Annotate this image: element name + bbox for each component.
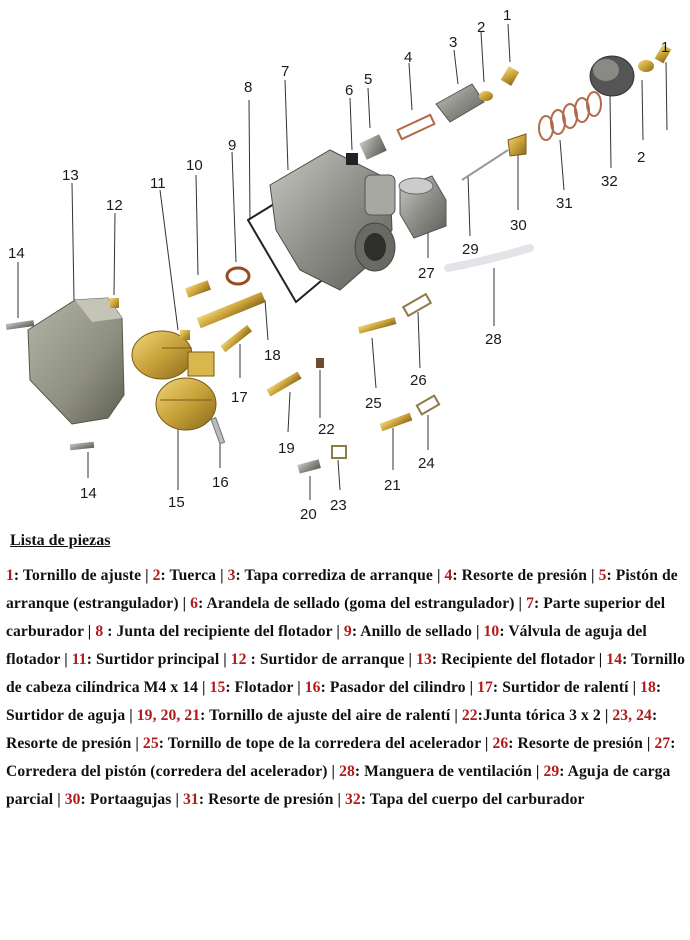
parts-separator: | <box>642 735 655 752</box>
callout-26: 26 <box>410 372 427 389</box>
parts-separator: | <box>471 623 484 640</box>
parts-separator: | <box>125 707 137 724</box>
parts-list-item <box>190 595 514 612</box>
callout-1-top: 1 <box>503 7 512 24</box>
callout-22: 22 <box>318 421 335 438</box>
part-number: 8 <box>95 623 104 640</box>
parts-separator: | <box>327 763 340 780</box>
part-number: 10 <box>483 623 500 640</box>
parts-list-item <box>231 651 405 668</box>
parts-separator: | <box>333 791 346 808</box>
part-number: 4 <box>444 567 453 584</box>
idle-air-screw-20-part <box>297 459 321 473</box>
callout-15: 15 <box>168 494 185 511</box>
callout-8: 8 <box>244 79 253 96</box>
spring-31-part <box>539 92 601 140</box>
part-number: 18 <box>640 679 656 696</box>
part-number: 3 <box>227 567 236 584</box>
part-description: : Manguera de ventilación <box>354 763 532 780</box>
parts-list-title: Lista de piezas <box>10 532 111 549</box>
parts-list <box>6 532 686 814</box>
parts-separator: | <box>404 651 417 668</box>
callout-23: 23 <box>330 497 347 514</box>
parts-separator: | <box>171 791 184 808</box>
part-number: 9 <box>343 623 352 640</box>
part-description: : Tornillo de ajuste <box>13 567 142 584</box>
part-number: 32 <box>345 791 361 808</box>
part-number: 27 <box>654 735 671 752</box>
part-load-needle-part <box>462 150 508 180</box>
parts-list-item <box>228 567 433 584</box>
part-description: : Tornillo de cabeza cilíndrica M4 x 14 <box>6 651 686 696</box>
callout-28: 28 <box>485 331 502 348</box>
callout-10: 10 <box>186 157 203 174</box>
part-description: : Tapa del cuerpo del carburador <box>360 791 585 808</box>
parts-separator: | <box>219 651 231 668</box>
part-description: : Surtidor de arranque <box>246 651 405 668</box>
part-description: :Junta tórica 3 x 2 <box>477 707 601 724</box>
callout-20: 20 <box>300 506 317 523</box>
part-description: : Arandela de sellado (goma del estrangulador) <box>198 595 515 612</box>
callout-32: 32 <box>601 173 618 190</box>
needle-holder-part <box>508 134 526 156</box>
o-ring-part <box>316 358 324 368</box>
body-cap-part <box>590 56 634 96</box>
nut-2-right-part <box>638 60 654 72</box>
parts-list-item <box>339 763 532 780</box>
part-number: 14 <box>606 651 623 668</box>
cylinder-pin-part <box>211 418 225 444</box>
part-number: 22 <box>461 707 478 724</box>
callout-7: 7 <box>281 63 290 80</box>
starter-slide-cap-part <box>436 84 484 122</box>
part-description: : Resorte de presión <box>6 707 658 752</box>
start-jet-part <box>110 298 119 308</box>
parts-separator: | <box>198 679 210 696</box>
part-description: : Tuerca <box>160 567 217 584</box>
parts-list-item <box>143 735 481 752</box>
parts-list-item <box>72 651 219 668</box>
parts-list-item <box>153 567 216 584</box>
part-description: : Portaagujas <box>80 791 172 808</box>
parts-list-item <box>492 735 642 752</box>
part-description: : Tornillo de tope de la corredera del acelerador <box>158 735 481 752</box>
callout-4: 4 <box>404 49 413 66</box>
parts-separator: | <box>432 567 445 584</box>
part-number: 28 <box>339 763 355 780</box>
callout-1-right: 1 <box>661 39 670 56</box>
main-jet-part <box>180 330 190 340</box>
part-number: 2 <box>152 567 161 584</box>
throttle-stop-screw-part <box>358 317 397 334</box>
callout-14-left: 14 <box>8 245 25 262</box>
parts-separator: | <box>587 567 599 584</box>
parts-separator: | <box>594 651 607 668</box>
parts-list-item <box>95 623 332 640</box>
parts-list-item <box>462 707 601 724</box>
idle-jet-part <box>220 325 252 352</box>
part-description: : Resorte de presión <box>452 567 588 584</box>
part-number: 7 <box>526 595 534 612</box>
parts-list-item <box>6 567 141 584</box>
callout-24: 24 <box>418 455 435 472</box>
parts-separator: | <box>60 651 72 668</box>
part-number: 29 <box>543 763 560 780</box>
parts-separator: | <box>83 623 96 640</box>
part-number: 16 <box>304 679 321 696</box>
callout-14-bottom: 14 <box>80 485 97 502</box>
parts-separator: | <box>450 707 462 724</box>
callout-5: 5 <box>364 71 373 88</box>
callout-17: 17 <box>231 389 248 406</box>
spring-26-part <box>403 294 431 316</box>
parts-list-item <box>65 791 172 808</box>
part-description: : Corredera del pistón (corredera del acelerador) <box>6 735 676 780</box>
part-number: 30 <box>64 791 81 808</box>
part-description: : Junta del recipiente del flotador <box>103 623 333 640</box>
part-number: 15 <box>209 679 226 696</box>
callout-6: 6 <box>345 82 354 99</box>
callout-2-right: 2 <box>637 149 646 166</box>
part-number: 12 <box>230 651 247 668</box>
parts-separator: | <box>293 679 305 696</box>
starter-piston-part <box>359 134 387 160</box>
part-description: : Resorte de presión <box>508 735 643 752</box>
parts-separator: | <box>332 623 344 640</box>
callout-25: 25 <box>365 395 382 412</box>
part-description: : Tornillo de ajuste del aire de ralentí <box>200 707 451 724</box>
part-number: 23, 24 <box>612 707 652 724</box>
part-number: 25 <box>142 735 159 752</box>
part-description: : Surtidor principal <box>86 651 220 668</box>
vent-hose-part <box>448 248 530 268</box>
parts-list-item <box>345 791 585 808</box>
callout-19: 19 <box>278 440 295 457</box>
parts-list-item <box>344 623 472 640</box>
parts-list-item <box>137 707 451 724</box>
part-description: : Flotador <box>225 679 294 696</box>
callout-13: 13 <box>62 167 79 184</box>
callout-27: 27 <box>418 265 435 282</box>
callout-18: 18 <box>264 347 281 364</box>
parts-separator: | <box>131 735 143 752</box>
parts-list-item <box>416 651 595 668</box>
parts-list-item <box>477 679 628 696</box>
part-number: 26 <box>492 735 509 752</box>
part-number: 6 <box>190 595 199 612</box>
part-number: 13 <box>416 651 432 668</box>
parts-separator: | <box>480 735 493 752</box>
part-description: : Parte superior del carburador <box>6 595 666 640</box>
part-description: : Pistón de arranque (estrangulador) <box>6 567 678 612</box>
parts-list-item <box>305 679 466 696</box>
idle-air-screw-19-part <box>266 372 301 397</box>
callout-9: 9 <box>228 137 237 154</box>
washer-6-part <box>346 153 358 165</box>
nut-2-top-part <box>479 91 493 101</box>
callout-29: 29 <box>462 241 479 258</box>
sealing-ring-part <box>227 268 249 284</box>
parts-list-item <box>183 791 333 808</box>
float-part <box>132 331 216 430</box>
needle-jet-part <box>197 292 266 328</box>
part-description: : Tapa corrediza de arranque <box>235 567 433 584</box>
part-number: 1 <box>6 567 14 584</box>
callout-12: 12 <box>106 197 123 214</box>
float-bowl-part <box>28 298 124 424</box>
throttle-slide-part <box>399 176 446 238</box>
parts-separator: | <box>628 679 641 696</box>
callout-2-top: 2 <box>477 19 486 36</box>
parts-separator: | <box>53 791 65 808</box>
callout-31: 31 <box>556 195 573 212</box>
carburetor-body-part <box>270 150 395 290</box>
parts-separator: | <box>531 763 544 780</box>
spring-23-part <box>332 446 346 458</box>
part-description: : Pasador del cilindro <box>320 679 466 696</box>
spring-24-part <box>417 396 439 415</box>
parts-separator: | <box>141 567 153 584</box>
part-description: : Surtidor de aguja <box>6 679 662 724</box>
part-number: 31 <box>183 791 199 808</box>
part-number: 19, 20, 21 <box>136 707 201 724</box>
part-description: : Resorte de presión <box>198 791 334 808</box>
part-description: : Anillo de sellado <box>351 623 472 640</box>
parts-list-item <box>210 679 294 696</box>
parts-separator: | <box>600 707 613 724</box>
part-description: : Aguja de carga parcial <box>6 763 671 808</box>
callout-11: 11 <box>150 175 166 192</box>
callout-3: 3 <box>449 34 458 51</box>
part-description: : Recipiente del flotador <box>431 651 595 668</box>
part-description: : Surtidor de ralentí <box>492 679 629 696</box>
idle-air-screw-21-part <box>380 413 413 431</box>
parts-separator: | <box>216 567 228 584</box>
callout-30: 30 <box>510 217 527 234</box>
part-number: 5 <box>598 567 607 584</box>
part-description: : Válvula de aguja del flotador <box>6 623 647 668</box>
part-number: 17 <box>477 679 493 696</box>
parts-separator: | <box>514 595 527 612</box>
parts-separator: | <box>465 679 478 696</box>
parts-list-item <box>444 567 587 584</box>
needle-valve-part <box>185 280 211 298</box>
pressure-spring-4-part <box>398 115 435 139</box>
parts-separator: | <box>178 595 191 612</box>
callout-16: 16 <box>212 474 229 491</box>
callout-21: 21 <box>384 477 401 494</box>
parts-list-body <box>6 562 686 814</box>
screw-1-top-part <box>501 66 519 86</box>
part-number: 11 <box>71 651 87 668</box>
